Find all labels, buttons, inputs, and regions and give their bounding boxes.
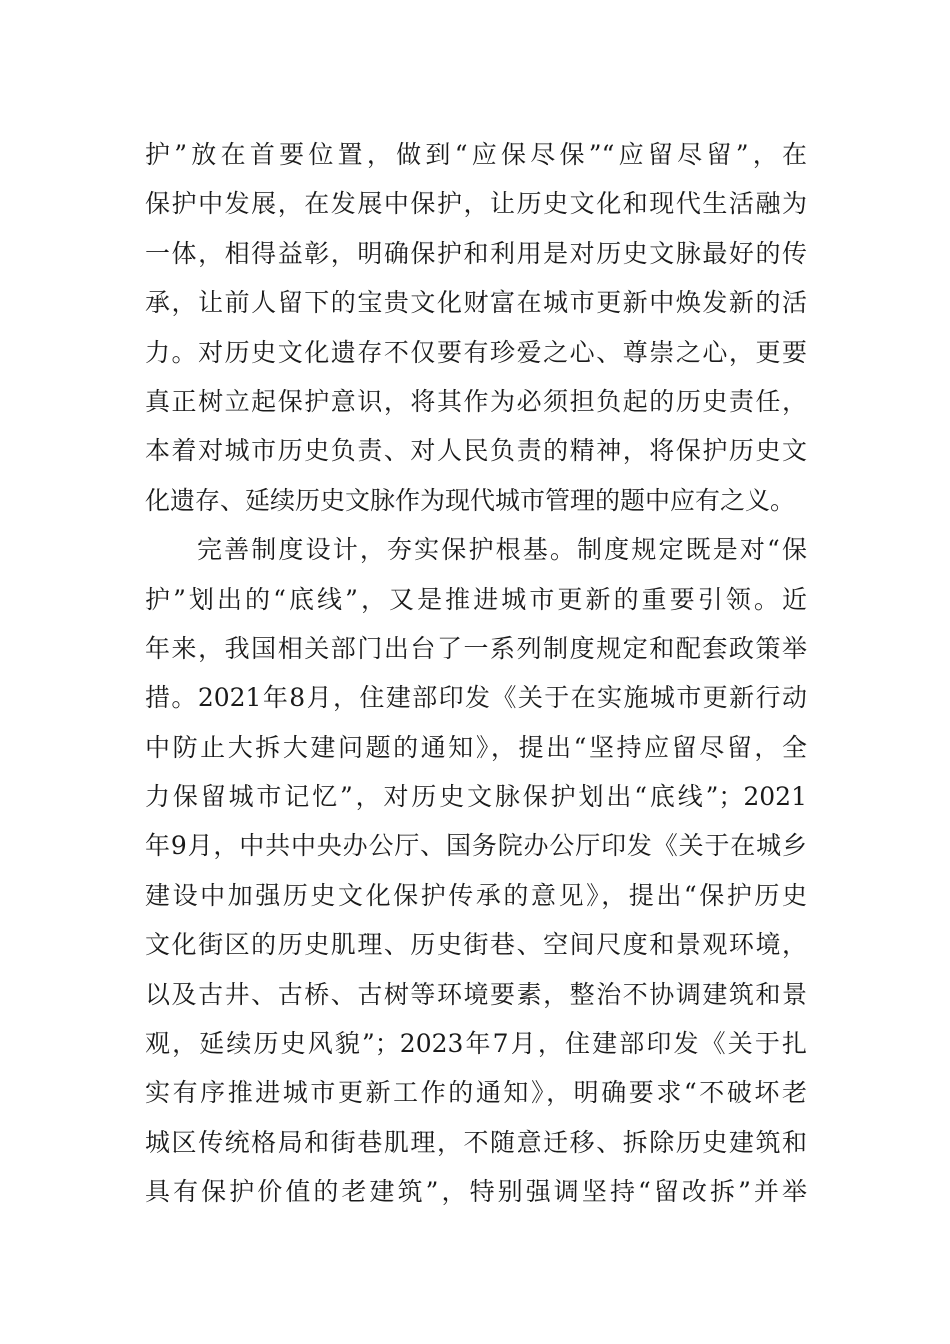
text-line-14: 力保留城市记忆”，对历史文脉保护划出“底线”；2021 — [145, 782, 807, 812]
text-line-9: 完善制度设计，夯实保护根基。制度规定既是对“保 — [197, 535, 807, 565]
text-line-17: 文化街区的历史肌理、历史街巷、空间尺度和景观环境， — [145, 930, 807, 960]
text-line-1: 护”放在首要位置，做到“应保尽保”“应留尽留”，在 — [145, 140, 807, 169]
text-line-3: 一体，相得益彰，明确保护和利用是对历史文脉最好的传 — [145, 238, 807, 268]
text-line-10: 护”划出的“底线”，又是推进城市更新的重要引领。近 — [145, 584, 807, 614]
text-line-15: 年9月，中共中央办公厅、国务院办公厅印发《关于在城乡 — [145, 831, 807, 861]
text-line-4: 承，让前人留下的宝贵文化财富在城市更新中焕发新的活 — [145, 288, 807, 318]
text-line-2: 保护中发展，在发展中保护，让历史文化和现代生活融为 — [145, 189, 807, 219]
text-line-8: 化遗存、延续历史文脉作为现代城市管理的题中应有之义。 — [145, 485, 796, 515]
text-line-18: 以及古井、古桥、古树等环境要素，整治不协调建筑和景 — [145, 979, 807, 1009]
body-text — [145, 130, 807, 1217]
text-line-19: 观，延续历史风貌”；2023年7月，住建部印发《关于扎 — [145, 1029, 807, 1059]
text-line-6: 真正树立起保护意识，将其作为必须担负起的历史责任， — [145, 386, 807, 416]
text-line-7: 本着对城市历史负责、对人民负责的精神，将保护历史文 — [145, 436, 807, 466]
text-line-16: 建设中加强历史文化保护传承的意见》，提出“保护历史 — [145, 880, 807, 910]
text-line-21: 城区传统格局和街巷肌理，不随意迁移、拆除历史建筑和 — [145, 1127, 807, 1157]
text-line-11: 年来，我国相关部门出台了一系列制度规定和配套政策举 — [145, 633, 807, 663]
text-line-5: 力。对历史文化遗存不仅要有珍爱之心、尊崇之心，更要 — [145, 337, 807, 367]
text-line-22: 具有保护价值的老建筑”，特别强调坚持“留改拆”并举 — [145, 1177, 807, 1207]
text-line-13: 中防止大拆大建问题的通知》，提出“坚持应留尽留，全 — [145, 732, 807, 762]
text-line-20: 实有序推进城市更新工作的通知》，明确要求“不破坏老 — [145, 1078, 807, 1108]
text-line-12: 措。2021年8月，住建部印发《关于在实施城市更新行动 — [145, 683, 807, 713]
